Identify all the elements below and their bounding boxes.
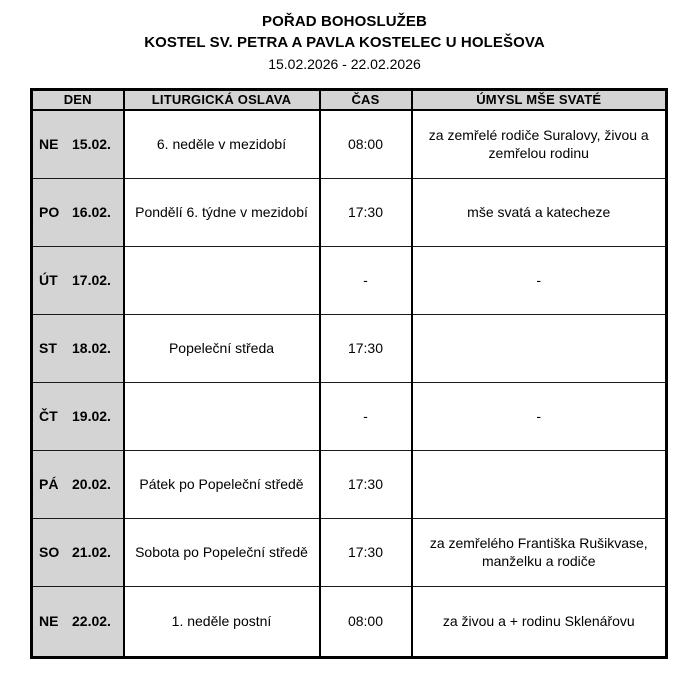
intention-cell: mše svatá a katecheze	[412, 178, 667, 246]
celebration-cell: 1. neděle postní	[124, 586, 320, 657]
date-range: 15.02.2026 - 22.02.2026	[268, 56, 421, 72]
intention-cell: za zemřelé rodiče Suralovy, živou a zemřelou rodinu	[412, 110, 667, 178]
day-cell	[32, 314, 124, 382]
day-date: 19.02.	[72, 407, 111, 424]
celebration-cell: Sobota po Popeleční středě	[124, 518, 320, 586]
day-abbr: ÚT	[39, 271, 58, 288]
day-date: 16.02.	[72, 203, 111, 220]
table-header-row	[32, 90, 667, 111]
document-header	[0, 0, 689, 74]
celebration-cell	[124, 246, 320, 314]
day-cell	[32, 110, 124, 178]
day-cell	[32, 586, 124, 657]
intention-cell	[412, 314, 667, 382]
time-cell: 17:30	[320, 518, 412, 586]
table-row	[32, 246, 667, 314]
day-date: 21.02.	[72, 543, 111, 560]
time-cell: 08:00	[320, 586, 412, 657]
day-cell	[32, 450, 124, 518]
column-header-intention: ÚMYSL MŠE SVATÉ	[412, 90, 667, 111]
time-cell: -	[320, 382, 412, 450]
day-cell	[32, 246, 124, 314]
table-row	[32, 178, 667, 246]
table-row	[32, 586, 667, 657]
celebration-cell	[124, 382, 320, 450]
day-abbr: PO	[39, 203, 60, 220]
celebration-cell: Pátek po Popeleční středě	[124, 450, 320, 518]
time-cell: 17:30	[320, 314, 412, 382]
day-cell	[32, 518, 124, 586]
table-row	[32, 450, 667, 518]
day-date: 18.02.	[72, 339, 111, 356]
celebration-cell: Popeleční středa	[124, 314, 320, 382]
column-header-celebration: LITURGICKÁ OSLAVA	[124, 90, 320, 111]
intention-cell: -	[412, 382, 667, 450]
table-row	[32, 518, 667, 586]
intention-cell: -	[412, 246, 667, 314]
table-row	[32, 110, 667, 178]
intention-cell: za živou a + rodinu Sklenářovu	[412, 586, 667, 657]
day-abbr: NE	[39, 136, 59, 153]
service-schedule-table	[30, 88, 668, 659]
day-date: 20.02.	[72, 475, 111, 492]
time-cell: 08:00	[320, 110, 412, 178]
day-date: 15.02.	[72, 136, 111, 153]
day-cell	[32, 382, 124, 450]
day-abbr: NE	[39, 612, 59, 629]
intention-cell	[412, 450, 667, 518]
intention-cell: za zemřelého Františka Rušikvase, manželku a rodiče	[412, 518, 667, 586]
day-abbr: SO	[39, 543, 60, 560]
column-header-day: DEN	[32, 90, 124, 111]
day-cell	[32, 178, 124, 246]
day-abbr: PÁ	[39, 475, 59, 492]
time-cell: -	[320, 246, 412, 314]
column-header-time: ČAS	[320, 90, 412, 111]
time-cell: 17:30	[320, 450, 412, 518]
celebration-cell: Pondělí 6. týdne v mezidobí	[124, 178, 320, 246]
day-abbr: ST	[39, 339, 57, 356]
church-name: KOSTEL SV. PETRA A PAVLA KOSTELEC U HOLEŠOVA	[144, 34, 545, 51]
table-row	[32, 314, 667, 382]
document-title: POŘAD BOHOSLUŽEB	[262, 13, 427, 30]
table-row	[32, 382, 667, 450]
day-date: 17.02.	[72, 271, 111, 288]
time-cell: 17:30	[320, 178, 412, 246]
day-abbr: ČT	[39, 407, 58, 424]
celebration-cell: 6. neděle v mezidobí	[124, 110, 320, 178]
day-date: 22.02.	[72, 612, 111, 629]
